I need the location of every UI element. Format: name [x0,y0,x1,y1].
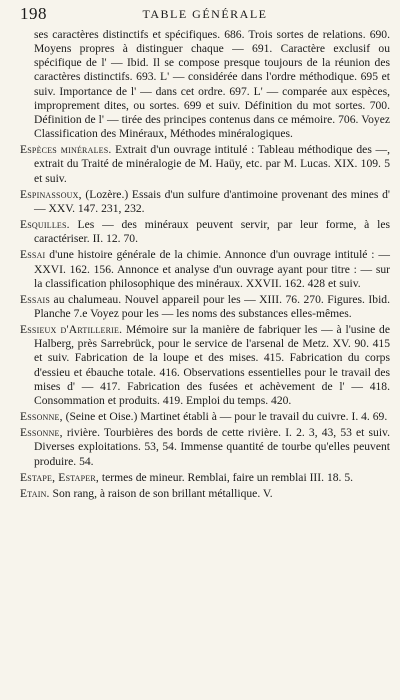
index-entry [20,248,390,290]
index-entry [20,188,390,216]
entry-head: Essieux d'Artillerie. [20,323,123,337]
index-entry [20,471,390,485]
entry-body: ses caractères distinctifs et spécifiques. 686. Trois sortes de relations. 690. Moyens propres à distinguer chaque — 691. Caractère exclusif ou spécifique de l' — Ibid. Il se compose presque toujours de la réunion des caractères distinctifs. 693. L' — considérée dans l'ordre méthodique. 695 et suiv. Importance de l' — dans cet ordre. 697. L' — comparée aux espèces, improprement dites, ou sortes. 699 et suiv. Définition du mot sortes. 700. Définition de l' — tirée des principes contenus dans ce mémoire. 706. Voyez Classification des Minéraux, Méthodes minéralogiques. [34,28,390,141]
entry-head: Essonne, [20,426,63,440]
entry-body: Son rang, à raison de son brillant métallique. V. [49,486,273,500]
entry-head: Essais [20,292,51,306]
entry-body: au chalumeau. Nouvel appareil pour les — XIII. 76. 270. Figures. Ibid. Planche 7.e Voyez pour les — les noms des substances elles-mêmes. [34,292,390,320]
entry-body: Mémoire sur la manière de fabriquer les — à l'usine de Halberg, près Sarrebrück, pour le service de l'arsenal de Metz. XV. 90. 415 et suiv. Fabrication de la loupe et des mises. 415. Fabrication du corps d'essieu et ébauche totale. 416. Observations essentielles pour le travail des mises d' — 417. Fabrication des fusées et achèvement de l' — 418. Consommation et produits. 419. Emploi du temps. 420. [34,323,390,407]
index-entry [20,487,390,501]
index-entry [20,143,390,185]
entry-head: Etain. [20,486,50,500]
entry-head: Espèces minérales. [20,143,112,157]
index-entry [20,323,390,408]
entry-body: Les — des minéraux peuvent servir, par leur forme, à les caractériser. II. 12. 70. [34,218,390,246]
entry-body: d'une histoire générale de la chimie. Annonce d'un ouvrage intitulé : — XXVI. 162. 156. Annonce et analyse d'un ouvrage ayant pour titre : — sur la classification philosophique des minéraux. XXVII. 162. 428 et suiv. [34,248,390,290]
index-entries [20,28,390,501]
index-entry [20,218,390,246]
page-header [20,4,390,26]
running-title: TABLE GÉNÉRALE [142,7,268,21]
entry-body: (Lozère.) Essais d'un sulfure d'antimoine provenant des mines d' — XXV. 147. 231, 232. [34,187,390,215]
entry-body: Extrait d'un ouvrage intitulé : Tableau méthodique des —, extrait du Traité de minéralogie de M. Haüy, etc. par M. Lucas. XIX. 109. 5 et suiv. [34,143,390,185]
entry-head: Esquilles. [20,218,70,232]
entry-head: Essonne, [20,410,63,424]
index-entry [20,426,390,468]
entry-body: rivière. Tourbières des bords de cette rivière. I. 2. 3, 43, 53 et suiv. Diverses exploitations. 53, 54. Immense quantité de tourbe qu'elles peuvent produire. 54. [34,426,390,468]
page-number: 198 [20,4,47,23]
entry-body: (Seine et Oise.) Martinet établi à — pour le travail du cuivre. I. 4. 69. [62,410,388,424]
entry-head: Espinassoux, [20,187,82,201]
entry-head: Estape, Estaper, [20,470,100,484]
index-entry [20,293,390,321]
index-entry [20,410,390,424]
entry-body: termes de mineur. Remblai, faire un remblai III. 18. 5. [99,470,354,484]
index-entry [20,28,390,141]
entry-head: Essai [20,248,46,262]
